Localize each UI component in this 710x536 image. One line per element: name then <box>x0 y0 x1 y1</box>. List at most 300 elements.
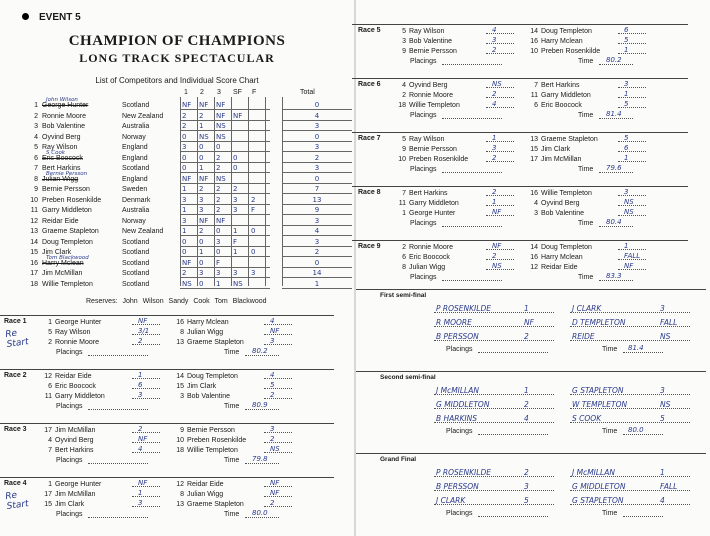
competitor-number: 8 <box>34 175 38 183</box>
placings-label: Placings <box>56 349 83 356</box>
col-header: Total <box>300 89 315 96</box>
placings-line <box>88 511 148 518</box>
entry-number: 1 <box>402 210 406 217</box>
score-total: 13 <box>282 196 352 205</box>
score-grid <box>180 143 270 152</box>
entry-name: Oyvind Berg <box>55 437 94 444</box>
time-label: Time <box>578 274 594 281</box>
time-label: Time <box>578 220 594 227</box>
final-position: FALL <box>660 482 678 491</box>
score-mark: 0 <box>251 227 256 235</box>
entry-result: NS <box>492 80 502 88</box>
score-grid <box>180 175 270 184</box>
score-total: 0 <box>282 133 352 142</box>
entry-result-line <box>486 253 514 260</box>
race-entry <box>174 392 230 401</box>
score-mark: 0 <box>216 248 221 256</box>
race-entry <box>174 500 244 509</box>
entry-name: Oyvind Berg <box>541 200 580 207</box>
entry-result-line <box>132 392 160 399</box>
score-total: 4 <box>282 227 352 236</box>
entry-result: 1 <box>624 242 629 250</box>
entry-name: Harry Mclean <box>187 319 229 326</box>
competitor-number: 1 <box>34 102 38 109</box>
race-entry <box>42 372 92 381</box>
score-mark: 0 <box>182 153 187 162</box>
placings-line <box>442 220 502 227</box>
entry-name: Jim McMillan <box>541 156 582 163</box>
entry-name: Ray Wilson <box>55 329 91 336</box>
score-mark: 3 <box>182 216 187 225</box>
entry-result: 2 <box>270 435 275 443</box>
race-divider <box>352 132 688 133</box>
score-mark: 2 <box>216 153 221 162</box>
race-entry <box>174 382 216 391</box>
placings-line <box>442 166 502 173</box>
entry-number: 13 <box>530 136 538 143</box>
final-divider <box>356 453 706 454</box>
entry-name: Ronnie Moore <box>409 92 453 99</box>
score-mark: 0 <box>216 227 221 235</box>
race-entry <box>174 318 229 327</box>
race-time: 79.8 <box>252 455 268 463</box>
entry-number: 4 <box>534 200 538 207</box>
final-position: 2 <box>524 468 529 477</box>
entry-result-line <box>618 135 646 142</box>
entry-result-line <box>618 91 646 98</box>
entry-number: 14 <box>176 373 184 380</box>
final-position: FALL <box>660 318 678 327</box>
race-entry <box>174 436 246 445</box>
final-rider: P ROSENKILDE <box>436 468 491 477</box>
race-entry <box>528 145 570 154</box>
competitor-nation: Australia <box>122 123 150 130</box>
race-entry <box>396 81 448 90</box>
race-entry <box>42 426 95 435</box>
competitor-name: Bert Harkins <box>42 165 81 172</box>
left-page <box>0 0 354 536</box>
entry-name: Bert Harkins <box>55 447 94 454</box>
entry-result: 3 <box>138 391 143 399</box>
entry-number: 1 <box>48 481 52 488</box>
entry-result: 6 <box>624 144 629 152</box>
competitor-row <box>30 254 350 268</box>
score-mark: NF <box>216 111 226 120</box>
grid-line <box>180 97 181 286</box>
score-mark: 0 <box>182 132 187 141</box>
placings-line <box>478 510 548 517</box>
score-mark: 0 <box>216 143 221 151</box>
score-mark: 2 <box>182 111 187 120</box>
entry-number: 11 <box>398 200 406 207</box>
competitor-name: Bob Valentine <box>42 123 86 130</box>
entry-result-line <box>132 372 160 379</box>
col-header: 1 <box>184 89 188 96</box>
competitor-nation: Scotland <box>122 165 150 172</box>
race-label: Race 8 <box>358 189 381 196</box>
score-total: 0 <box>282 175 352 184</box>
competitor-name: Ray Wilson <box>42 144 78 151</box>
competitor-nation: New Zealand <box>122 112 164 120</box>
entry-result: 2 <box>492 46 497 54</box>
entry-name: Garry Middleton <box>541 92 591 99</box>
entry-name: Julian Wigg <box>187 491 224 498</box>
score-grid <box>180 206 270 215</box>
race-entry <box>528 27 592 36</box>
entry-number: 14 <box>530 28 538 35</box>
entry-result-line <box>486 37 514 44</box>
competitor-number: 5 <box>34 144 38 151</box>
score-mark: 2 <box>216 164 221 172</box>
entry-result-line <box>618 101 646 108</box>
score-total: 0 <box>282 101 352 110</box>
competitor-nation: Norway <box>122 133 146 141</box>
competitor-nation: Norway <box>122 217 146 225</box>
race-entry <box>396 199 459 208</box>
entry-number: 10 <box>530 48 538 55</box>
entry-result: 4 <box>270 371 275 379</box>
entry-result-line <box>264 318 292 325</box>
entry-name: Bob Valentine <box>541 210 585 217</box>
entry-name: Oyvind Berg <box>409 82 448 89</box>
final-position: 3 <box>524 482 529 491</box>
score-mark: 3 <box>233 269 238 277</box>
final-rider: W TEMPLETON <box>572 400 628 409</box>
score-mark: 0 <box>182 164 187 172</box>
restart-annotation: Re Start <box>4 328 30 350</box>
race-entry <box>42 500 84 509</box>
entry-result-line <box>132 338 160 345</box>
race-entry <box>528 47 600 56</box>
competitor-number: 6 <box>34 154 38 162</box>
entry-name: Eric Boocock <box>409 254 450 261</box>
competitor-nation: England <box>122 154 148 162</box>
score-mark: 1 <box>233 227 238 235</box>
race-entry <box>528 91 591 100</box>
score-grid <box>180 112 270 121</box>
competitor-name: Preben Rosenkilde <box>42 196 102 204</box>
entry-name: Willie Templeton <box>187 447 238 454</box>
entry-name: Bernie Persson <box>409 146 457 153</box>
race-entry <box>42 338 99 347</box>
score-mark: NF <box>182 258 192 267</box>
entry-result: 4 <box>492 26 497 34</box>
race-entry <box>528 189 592 198</box>
entry-number: 1 <box>48 319 52 326</box>
competitor-number: 16 <box>30 259 38 267</box>
final-position: 1 <box>524 304 529 313</box>
competitor-name: Doug Templeton <box>42 238 93 246</box>
entry-result-line <box>132 500 160 507</box>
entry-name: Eric Boocock <box>541 102 582 109</box>
score-mark: NF <box>216 101 226 109</box>
entry-result-line <box>486 199 514 206</box>
entry-name: Harry Mclean <box>541 254 583 261</box>
right-page <box>356 0 710 536</box>
score-total: 3 <box>282 122 352 131</box>
entry-result-line <box>264 436 292 443</box>
score-mark: NS <box>199 132 209 141</box>
entry-result: 4 <box>138 445 143 453</box>
score-mark: 0 <box>182 248 187 256</box>
competitor-list-caption: List of Competitors and Individual Score Chart <box>95 76 259 85</box>
score-mark: 1 <box>199 122 204 130</box>
time-label: Time <box>578 112 594 119</box>
competitor-row <box>30 97 350 110</box>
entry-result: 2 <box>270 499 275 507</box>
final-rider: J McMILLAN <box>436 386 479 395</box>
score-mark: NS <box>216 174 226 183</box>
entry-result-line <box>264 500 292 507</box>
race-entry <box>42 490 95 499</box>
entry-result-line <box>486 101 514 108</box>
race-entry <box>528 155 581 164</box>
entry-number: 9 <box>402 146 406 153</box>
competitor-name: Bernie Persson <box>42 186 90 193</box>
race-label: Race 2 <box>4 372 27 379</box>
competitor-row <box>30 170 350 184</box>
score-mark: NF <box>182 101 192 109</box>
score-total: 14 <box>282 269 352 278</box>
competitor-row <box>30 149 350 163</box>
entry-number: 12 <box>176 481 184 488</box>
race-entry <box>396 47 457 56</box>
entry-name: Willie Templeton <box>541 190 592 197</box>
competitor-substitute: S Cook <box>46 149 65 156</box>
entry-result: 6 <box>138 381 143 389</box>
final-position: 1 <box>660 468 665 477</box>
score-mark: 0 <box>182 237 187 246</box>
time-label: Time <box>578 58 594 65</box>
final-rider: B PERSSON <box>436 332 479 341</box>
entry-number: 11 <box>530 92 538 99</box>
final-rider: REIDE <box>572 332 595 341</box>
score-grid <box>180 227 270 236</box>
race-entry <box>396 135 444 144</box>
race-divider <box>0 315 334 316</box>
time-label: Time <box>578 166 594 173</box>
competitor-number: 14 <box>30 238 38 246</box>
competitor-number: 9 <box>34 186 38 193</box>
entry-result: NS <box>492 262 502 270</box>
competitor-row <box>30 280 350 289</box>
score-mark: 0 <box>199 143 204 151</box>
competitor-number: 12 <box>30 217 38 225</box>
entry-name: Jim Clark <box>541 146 571 153</box>
entry-name: Graeme Stapleton <box>187 339 244 346</box>
final-rider: G MIDDLETON <box>572 482 626 491</box>
entry-result-line <box>486 145 514 152</box>
entry-result-line <box>132 382 160 389</box>
race-entry <box>396 263 445 272</box>
entry-number: 10 <box>398 156 406 163</box>
entry-number: 4 <box>402 82 406 89</box>
score-grid <box>180 238 270 247</box>
score-mark: 1 <box>199 164 204 172</box>
race-entry <box>528 81 580 90</box>
competitor-name: Eric Boocock <box>42 154 83 162</box>
entry-result: NF <box>492 208 502 216</box>
competitor-row <box>30 206 350 215</box>
entry-number: 6 <box>402 254 406 261</box>
competitor-name: Graeme Stapleton <box>42 228 99 235</box>
race-time: 79.6 <box>606 164 622 172</box>
competitor-number: 3 <box>34 123 38 130</box>
entry-name: Preben Rosenkilde <box>187 437 247 444</box>
entry-result: NF <box>270 479 280 487</box>
entry-number: 6 <box>48 383 52 390</box>
entry-result: 2 <box>492 154 497 162</box>
competitor-name: Harry Mclean <box>42 259 84 267</box>
race-entry <box>174 426 235 435</box>
competitor-number: 18 <box>30 280 38 288</box>
grid-line <box>248 97 249 286</box>
entry-name: Bernie Persson <box>187 427 235 434</box>
race-entry <box>528 199 580 208</box>
final-position: 3 <box>660 304 665 313</box>
entry-result: 1 <box>624 46 629 54</box>
entry-result: NS <box>624 208 634 216</box>
race-time: 83.3 <box>606 272 622 280</box>
score-grid <box>180 154 270 163</box>
time-label: Time <box>602 510 618 517</box>
score-mark: F <box>251 206 256 214</box>
entry-result-line <box>618 47 646 54</box>
final-rider: B PERSSON <box>436 482 479 491</box>
competitor-row <box>30 269 350 278</box>
competitor-nation: Australia <box>122 207 150 214</box>
entry-name: Reidar Eide <box>187 481 224 488</box>
entry-result: 5 <box>624 36 629 44</box>
race-entry <box>174 446 238 455</box>
entry-result: 2 <box>270 391 275 399</box>
entry-result-line <box>264 372 292 379</box>
entry-number: 8 <box>402 264 406 271</box>
competitor-name: Willie Templeton <box>42 280 93 288</box>
entry-name: Bob Valentine <box>409 38 453 45</box>
entry-name: Graeme Stapleton <box>541 136 598 143</box>
entry-name: Reidar Eide <box>541 264 578 271</box>
entry-result-line <box>618 155 646 162</box>
competitor-number: 7 <box>34 165 38 172</box>
competitor-nation: Scotland <box>122 259 150 267</box>
score-mark: NF <box>199 216 209 225</box>
entry-result: NF <box>624 262 634 270</box>
score-mark: 2 <box>199 227 204 235</box>
score-mark: 0 <box>199 279 204 288</box>
entry-result: NF <box>138 317 148 325</box>
score-mark: NS <box>216 122 226 130</box>
competitor-name: Jim McMillan <box>42 270 83 277</box>
competitor-name: George Hunter <box>42 102 89 109</box>
entry-result-line <box>486 189 514 196</box>
competitor-name: Oyvind Berg <box>42 133 81 141</box>
entry-result: 2 <box>492 188 497 196</box>
entry-result: 1 <box>492 198 497 206</box>
entry-result: 1 <box>138 489 143 497</box>
score-mark: 1 <box>182 185 187 193</box>
entry-result-line <box>132 490 160 497</box>
entry-number: 10 <box>176 437 184 444</box>
final-position: NS <box>660 332 671 341</box>
score-mark: 0 <box>199 153 204 162</box>
competitor-nation: Scotland <box>122 270 150 277</box>
entry-result: NF <box>492 242 502 250</box>
score-mark: 0 <box>199 258 204 267</box>
entry-number: 9 <box>180 427 184 434</box>
final-divider <box>356 289 706 290</box>
entry-number: 9 <box>402 48 406 55</box>
race-time: 80.0 <box>252 509 268 517</box>
score-grid <box>180 259 270 268</box>
race-entry <box>396 27 444 36</box>
race-label: Race 5 <box>358 27 381 34</box>
entry-name: Graeme Stapleton <box>187 501 244 508</box>
entry-result: 3 <box>138 499 143 507</box>
grid-line <box>214 97 215 286</box>
score-total: 1 <box>282 280 352 289</box>
time-label: Time <box>224 403 240 410</box>
competitor-row <box>30 196 350 205</box>
race-entry <box>396 145 457 154</box>
score-mark: NS <box>182 279 192 288</box>
competitor-name: Julian Wigg <box>42 175 79 183</box>
competitor-nation: Scotland <box>122 102 150 109</box>
competitor-nation: England <box>122 175 148 183</box>
competitor-name: Garry Middleton <box>42 207 92 214</box>
score-grid <box>180 122 270 131</box>
score-mark: 0 <box>233 164 238 172</box>
entry-name: Ray Wilson <box>409 28 445 35</box>
score-mark: 3 <box>216 269 221 277</box>
entry-number: 17 <box>44 491 52 498</box>
entry-result: NF <box>270 489 280 497</box>
competitor-nation: Scotland <box>122 249 150 256</box>
race-entry <box>396 37 452 46</box>
competitor-substitute: Bernie Persson <box>46 170 88 177</box>
score-mark: 1 <box>233 248 238 256</box>
final-rider: J McMILLAN <box>572 468 615 477</box>
score-total: 2 <box>282 248 352 257</box>
entry-result: FALL <box>624 252 641 260</box>
entry-name: Garry Middleton <box>409 200 459 207</box>
score-grid <box>180 196 270 205</box>
entry-name: George Hunter <box>409 210 456 217</box>
time-label: Time <box>224 349 240 356</box>
entry-number: 16 <box>176 319 184 326</box>
final-rider: G STAPLETON <box>572 496 624 505</box>
entry-number: 3 <box>534 210 538 217</box>
placings-line <box>442 274 502 281</box>
entry-result-line <box>618 189 646 196</box>
entry-name: Julian Wigg <box>187 329 224 336</box>
entry-name: Harry Mclean <box>541 38 583 45</box>
score-mark: 1 <box>182 206 187 214</box>
race-entry <box>528 135 598 144</box>
race-entry <box>528 253 583 262</box>
score-grid <box>180 280 270 289</box>
entry-number: 15 <box>530 146 538 153</box>
race-divider <box>352 240 688 241</box>
race-time: 80.2 <box>252 347 268 355</box>
entry-number: 7 <box>48 447 52 454</box>
entry-name: Jim Clark <box>55 501 85 508</box>
entry-result: 5 <box>270 381 275 389</box>
final-time: 80.0 <box>628 426 644 434</box>
entry-name: Preben Rosenkilde <box>409 156 469 163</box>
competitor-number: 4 <box>34 133 38 141</box>
score-total: 2 <box>282 154 352 163</box>
